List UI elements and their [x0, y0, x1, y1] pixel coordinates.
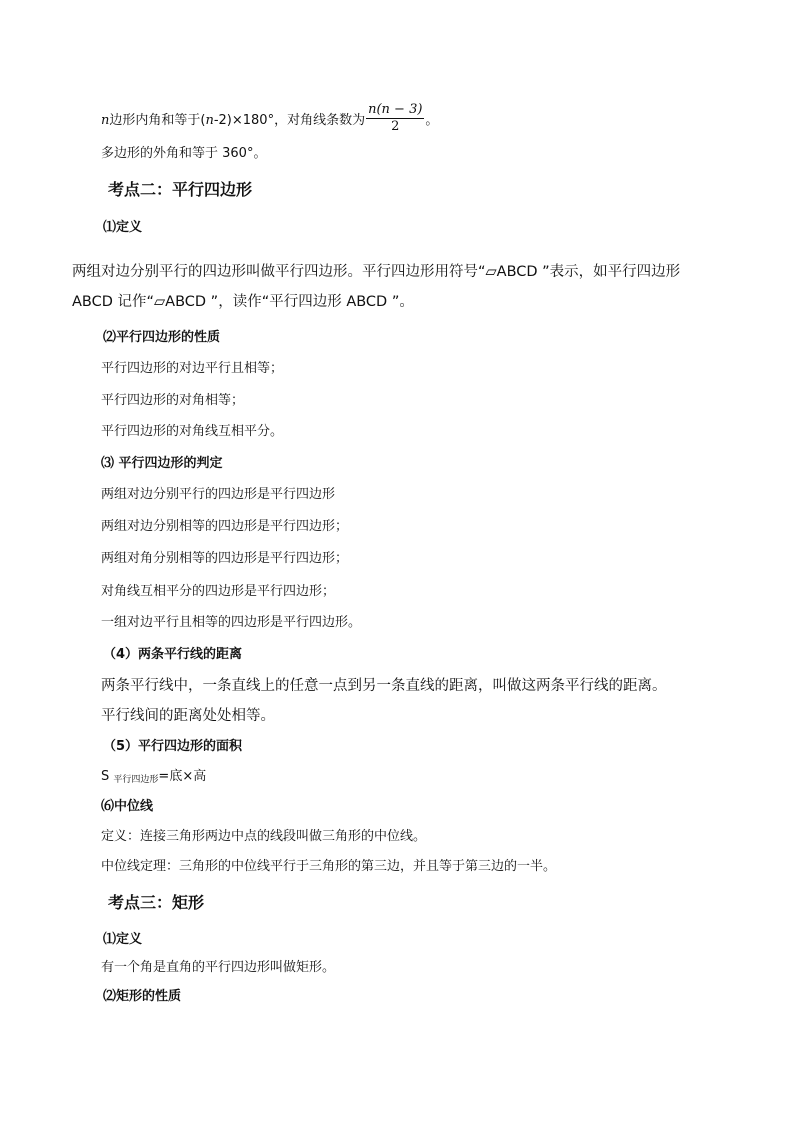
- fraction-numerator: n(n − 3): [368, 102, 423, 117]
- period: 。: [425, 113, 439, 128]
- criteria-item: 两组对边分别相等的四边形是平行四边形；: [101, 519, 349, 534]
- var-n: n: [205, 113, 214, 128]
- area-expression: =底×高: [158, 769, 207, 784]
- midline-heading: ⑹中位线: [101, 799, 154, 814]
- text-segment: -2)×180°，对角线条数为: [213, 113, 366, 128]
- polygon-angle-sum-line: [101, 104, 438, 134]
- rectangle-definition-heading: ⑴定义: [103, 932, 143, 947]
- diagonal-count-fraction: [366, 102, 424, 135]
- midline-theorem: 中位线定理：三角形的中位线平行于三角形的第三边，并且等于第三边的一半。: [101, 859, 557, 874]
- criteria-item: 一组对边平行且相等的四边形是平行四边形。: [101, 615, 362, 630]
- area-subscript: 平行四边形: [113, 775, 159, 785]
- property-item: 平行四边形的对角线互相平分。: [101, 424, 284, 439]
- midline-definition: 定义：连接三角形两边中点的线段叫做三角形的中位线。: [101, 829, 427, 844]
- text-segment: 边形内角和等于: [109, 113, 201, 128]
- fraction-denominator: 2: [391, 119, 400, 134]
- parallel-distance-text: 两条平行线中，一条直线上的任意一点到另一条直线的距离，叫做这两条平行线的距离。: [101, 678, 667, 694]
- paren: (: [200, 113, 206, 128]
- rectangle-properties-heading: ⑵矩形的性质: [103, 989, 182, 1004]
- area-symbol: S: [101, 769, 110, 784]
- criteria-item: 对角线互相平分的四边形是平行四边形；: [101, 584, 336, 599]
- criteria-heading: ⑶ 平行四边形的判定: [101, 456, 223, 471]
- definition-text-line-2: ABCD 记作“▱ABCD ”，读作“平行四边形 ABCD ”。: [72, 294, 414, 310]
- definition-heading: ⑴定义: [103, 220, 143, 235]
- criteria-item: 两组对边分别平行的四边形是平行四边形: [101, 487, 336, 502]
- properties-heading: ⑵平行四边形的性质: [103, 330, 221, 345]
- rectangle-definition-text: 有一个角是直角的平行四边形叫做矩形。: [101, 960, 336, 975]
- exterior-angle-line: 多边形的外角和等于 360°。: [101, 146, 267, 161]
- parallel-distance-heading: （4）两条平行线的距离: [103, 647, 243, 662]
- area-formula: [101, 768, 206, 789]
- parallel-distance-text: 平行线间的距离处处相等。: [101, 708, 275, 724]
- area-heading: （5）平行四边形的面积: [103, 739, 243, 754]
- definition-text-line-1: 两组对边分别平行的四边形叫做平行四边形。平行四边形用符号“▱ABCD ”表示，如平行四边形: [72, 264, 681, 280]
- criteria-item: 两组对角分别相等的四边形是平行四边形；: [101, 551, 349, 566]
- section-title-rectangle: 考点三：矩形: [108, 893, 205, 912]
- section-title-parallelogram: 考点二：平行四边形: [108, 180, 253, 199]
- var-n: n: [101, 113, 110, 128]
- property-item: 平行四边形的对边平行且相等；: [101, 361, 284, 376]
- property-item: 平行四边形的对角相等；: [101, 393, 245, 408]
